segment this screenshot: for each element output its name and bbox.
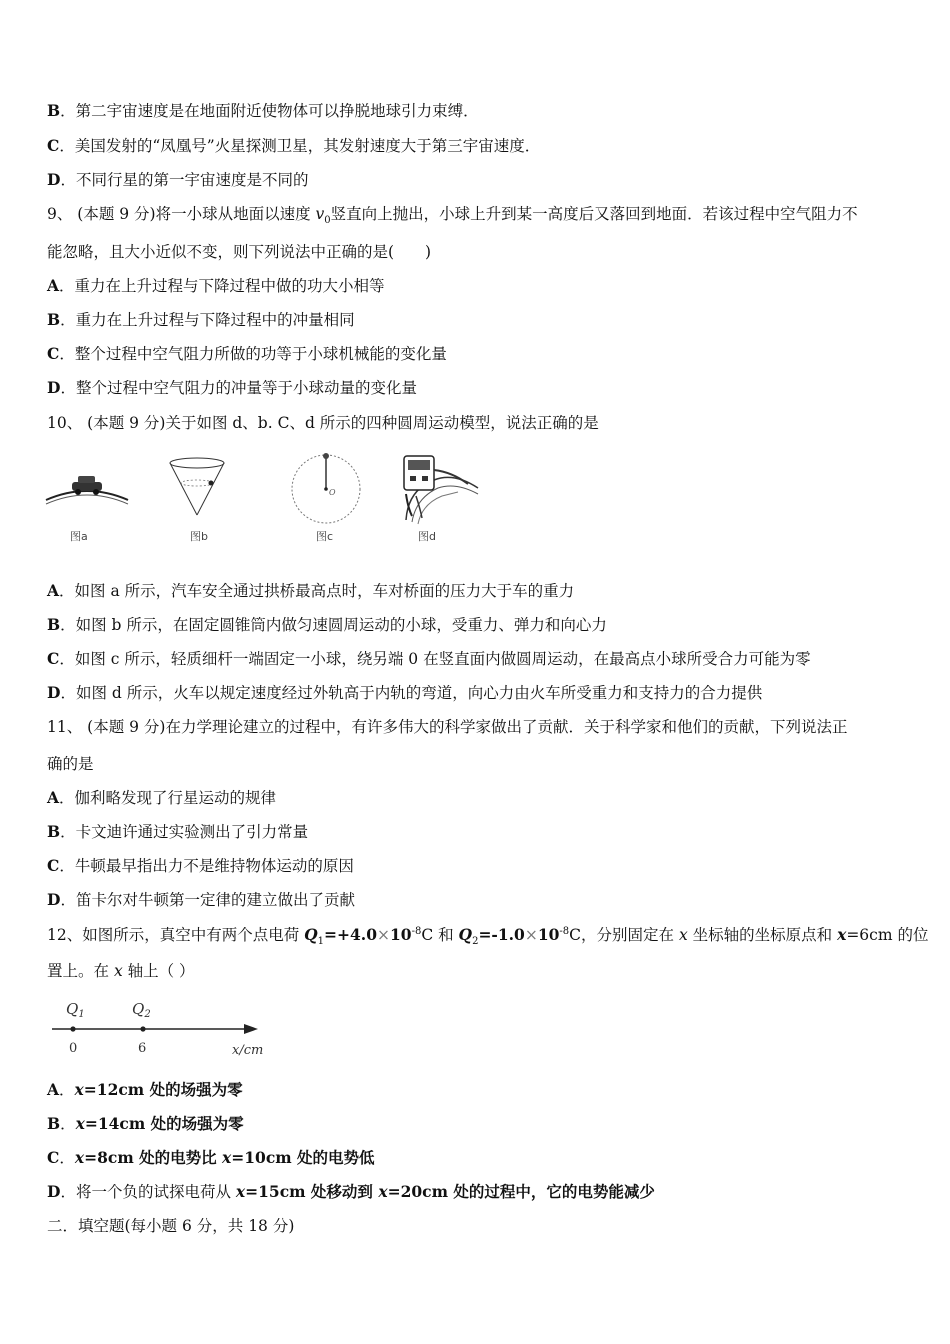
q12-text: C，分别固定在 [569,926,679,944]
option-letter: D [47,378,61,397]
option-letter: D [47,1182,61,1201]
q10-option-b [47,615,910,635]
q9-stem-a: 9、 (本题 9 分)将一小球从地面以速度 [47,205,316,223]
charge-q1-value: =+4.0 [324,925,377,944]
q11-option-c [47,856,910,876]
x-symbol: x [74,1080,84,1099]
figure-b-cone [166,455,228,519]
axis-unit-label: x/cm [232,1043,264,1058]
q12-text: =6cm 的位 [846,926,929,944]
exponent: -8 [411,925,422,937]
option-text: ．笛卡尔对牛顿第一定律的建立做出了贡献 [60,891,355,909]
option-text: =20cm 处的过程中，它的电势能减少 [387,1182,655,1201]
axis-tick-6: 6 [138,1041,147,1056]
velocity-subscript: 0 [324,215,331,227]
x-symbol: x [222,1148,232,1167]
option-text: ．整个过程中空气阻力所做的功等于小球机械能的变化量 [59,345,447,363]
q12-text: C 和 [421,926,459,944]
axis-q2-label: Q [132,1000,145,1018]
power-base: 10 [390,925,412,944]
option-text: ．不同行星的第一宇宙速度是不同的 [60,171,309,189]
q12-option-a [47,1080,910,1100]
q11-stem-line2: 确的是 [47,755,94,773]
option-text: ．美国发射的“凤凰号”火星探测卫星，其发射速度大于第三宇宙速度． [59,137,541,155]
option-letter: A [47,1080,60,1099]
option-text: ．伽利略发现了行星运动的规律 [59,789,277,807]
axis-tick-0: 0 [69,1041,78,1056]
q12-option-b [47,1114,910,1134]
option-text: =12cm 处的场强为零 [83,1080,243,1099]
q9-option-a [47,276,910,296]
pivot-label: O [329,488,336,497]
q8-option-c [47,136,910,156]
figure-x-axis-charges [46,998,278,1060]
option-text: ．如图 c 所示，轻质细杆一端固定一小球，绕另端 0 在竖直面内做圆周运动，在最高点小球所受合力可能为零 [59,650,811,668]
figure-a-arched-bridge [44,470,130,510]
q9-option-c [47,344,910,364]
option-text: =8cm 处的电势比 [84,1148,223,1167]
option-text: ．卡文迪许通过实验测出了引力常量 [60,823,309,841]
q10-option-d [47,683,910,703]
q12-text: 轴上（ ） [122,962,195,980]
figure-b-caption: 图b [190,530,208,543]
q9-option-b [47,310,910,330]
figure-c-rod-circle [287,449,365,527]
option-letter: C [47,1148,60,1167]
q10-option-c [47,649,910,669]
option-letter: C [47,649,60,668]
q12-text: 置上。在 [47,962,114,980]
q12-stem-line2 [47,961,910,981]
x-symbol: x [378,1182,388,1201]
option-letter: D [47,890,61,909]
option-letter: B [47,101,61,120]
option-sep: ． [59,1081,75,1099]
option-text: ．第二宇宙速度是在地面附近使物体可以挣脱地球引力束缚． [60,102,479,120]
option-text: ．重力在上升过程与下降过程中做的功大小相等 [59,277,385,295]
charge-q2-value: =-1.0 [478,925,525,944]
option-letter: C [47,344,60,363]
option-text: ．如图 a 所示，汽车安全通过拱桥最高点时，车对桥面的压力大于车的重力 [59,582,575,600]
q10-stem: 10、 (本题 9 分)关于如图 d、b. C、d 所示的四种圆周运动模型，说法正确的是 [47,414,599,432]
charge-q2-symbol: Q [458,925,473,944]
charge-q1-subscript: 1 [317,936,325,948]
figure-c-caption: 图c [316,530,334,543]
charge-q1-symbol: Q [304,925,318,944]
option-text: ．如图 d 所示，火车以规定速度经过外轨高于内轨的弯道，向心力由火车所受重力和支持力的合力提供 [60,684,763,702]
q11-option-d [47,890,910,910]
q12-stem-line1 [47,925,929,948]
axis-arrow-icon [244,1024,258,1034]
exponent: -8 [559,925,570,937]
option-letter: C [47,136,60,155]
option-letter: B [47,615,61,634]
q8-option-d [47,170,910,190]
charge-q2-subscript: 2 [472,936,479,948]
option-sep: ． [60,1115,76,1133]
x-symbol: x [678,926,688,944]
q9-stem-b: 竖直向上抛出，小球上升到某一高度后又落回到地面．若该过程中空气阻力不 [330,205,858,223]
option-text: =10cm 处的电势低 [231,1148,375,1167]
option-letter: D [47,170,61,189]
charge-q1-dot [70,1026,75,1031]
q12-text: 12、如图所示，真空中有两个点电荷 [47,926,305,944]
q11-option-a [47,788,910,808]
q9-stem-line1 [47,204,910,227]
times-sign: × [377,926,390,944]
svg-text:Q2 [132,1000,151,1020]
section-2-heading: 二．填空题(每小题 6 分，共 18 分) [47,1217,295,1235]
charge-q2-dot [140,1026,145,1031]
q8-option-b [47,101,910,121]
x-symbol: x [113,962,123,980]
figure-d-train-curve [398,450,480,526]
x-symbol: x [74,1148,85,1167]
velocity-symbol: v [315,205,325,223]
q12-text: 坐标轴的坐标原点和 [687,926,838,944]
q11-stem-line1: 11、 (本题 9 分)在力学理论建立的过程中，有许多伟大的科学家做出了贡献．关于科学家和他们的贡献，下列说法正 [47,718,848,736]
option-text: ．如图 b 所示，在固定圆锥筒内做匀速圆周运动的小球，受重力、弹力和向心力 [60,616,607,634]
option-letter: D [47,683,61,702]
option-letter: B [47,310,61,329]
figure-a-caption: 图a [70,530,88,543]
option-text: ．重力在上升过程与下降过程中的冲量相同 [60,311,355,329]
q11-option-b [47,822,910,842]
x-symbol: x [235,1182,246,1201]
option-text: ．将一个负的试探电荷从 [60,1183,236,1201]
option-letter: C [47,856,60,875]
option-text: =14cm 处的场强为零 [84,1114,244,1133]
q9-stem-line2: 能忽略，且大小近似不变，则下列说法中正确的是( ) [47,243,432,261]
axis-q2-sub: 2 [144,1009,151,1020]
option-letter: A [47,276,60,295]
option-letter: B [47,1114,61,1133]
option-letter: B [47,822,61,841]
figure-d-caption: 图d [418,530,436,543]
option-text: ．整个过程中空气阻力的冲量等于小球动量的变化量 [60,379,417,397]
x-symbol: x [837,925,847,944]
times-sign: × [524,926,538,944]
axis-q1-label: Q [66,1000,79,1018]
option-sep: ． [59,1149,75,1167]
power-base: 10 [537,925,560,944]
svg-text:Q1 [66,1000,85,1020]
x-symbol: x [75,1114,85,1133]
option-text: ．牛顿最早指出力不是维持物体运动的原因 [59,857,354,875]
option-text: =15cm 处移动到 [245,1182,379,1201]
option-letter: A [47,788,60,807]
axis-q1-sub: 1 [78,1009,85,1020]
option-letter: A [47,581,60,600]
q10-option-a [47,581,910,601]
q9-option-d [47,378,910,398]
q12-option-c [47,1148,910,1168]
q12-option-d [47,1182,910,1202]
